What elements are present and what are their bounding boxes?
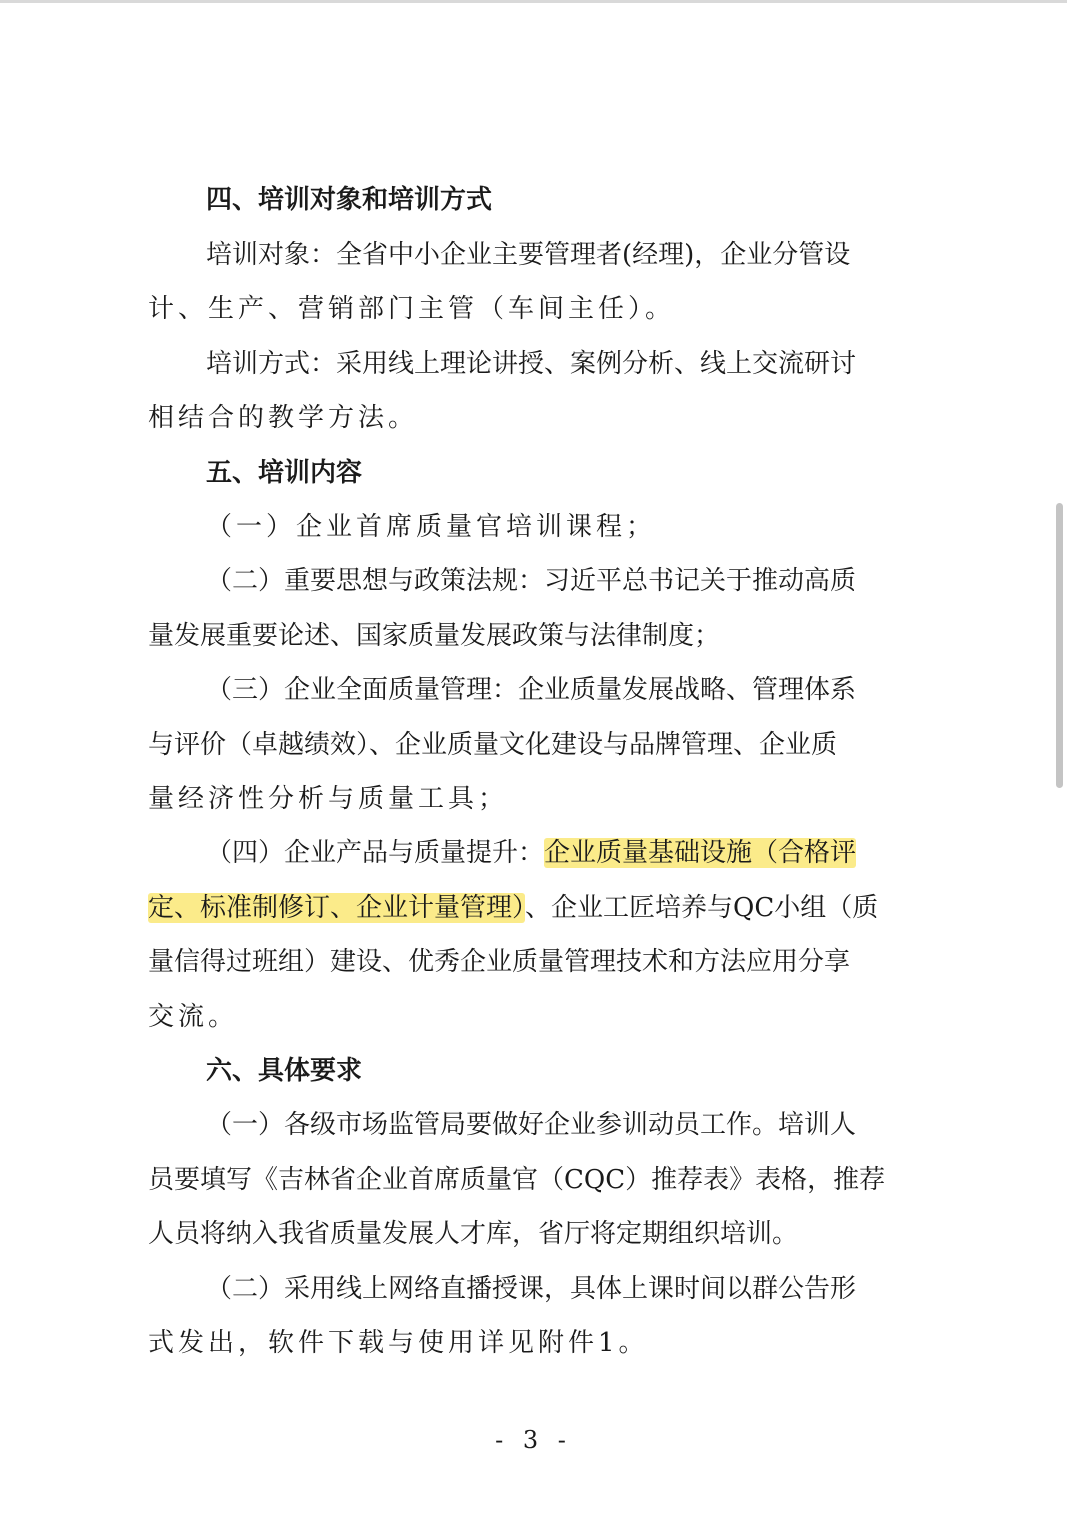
content-item3-line3: 量经济性分析与质量工具；: [148, 784, 509, 814]
section4-heading: 四、培训对象和培训方式: [206, 185, 493, 215]
requirement2-line1: （二）采用线上网络直播授课，具体上课时间以群公告形: [206, 1274, 857, 1304]
training-target-line2: 计、生产、营销部门主管（车间主任）。: [148, 294, 676, 324]
highlighted-text-1: 企业质量基础设施（合格评: [544, 838, 857, 868]
section5-heading: 五、培训内容: [206, 458, 363, 488]
requirement1-line3: 人员将纳入我省质量发展人才库，省厅将定期组织培训。: [148, 1219, 799, 1249]
content-item4-line2: [148, 881, 938, 935]
scrollbar-thumb[interactable]: [1056, 503, 1063, 788]
content-item4-prefix: （四）企业产品与质量提升：: [206, 838, 545, 868]
page-number: - 3 -: [495, 1426, 572, 1454]
training-method-line2: 相结合的教学方法。: [148, 403, 419, 433]
training-method-line1: 培训方式：采用线上理论讲授、案例分析、线上交流研讨: [206, 349, 857, 379]
training-target-line1: 培训对象：全省中小企业主要管理者(经理)，企业分管设: [206, 240, 851, 270]
content-item4-line1: [206, 826, 938, 880]
section6-heading: 六、具体要求: [206, 1056, 363, 1086]
content-item4-line3: 量信得过班组）建设、优秀企业质量管理技术和方法应用分享: [148, 947, 851, 977]
content-item2-line1: （二）重要思想与政策法规：习近平总书记关于推动高质: [206, 566, 857, 596]
content-item1: （一）企业首席质量官培训课程；: [206, 512, 657, 542]
content-item4-suffix: 、企业工匠培养与QC小组（质: [525, 893, 879, 923]
content-item4-line4: 交流。: [148, 1002, 239, 1032]
content-item2-line2: 量发展重要论述、国家质量发展政策与法律制度；: [148, 621, 721, 651]
requirement1-line2: 员要填写《吉林省企业首席质量官（CQC）推荐表》表格，推荐: [148, 1165, 886, 1195]
content-item3-line1: （三）企业全面质量管理：企业质量发展战略、管理体系: [206, 675, 857, 705]
content-item3-line2: 与评价（卓越绩效）、企业质量文化建设与品牌管理、企业质: [148, 730, 838, 760]
highlighted-text-2: 定、标准制修订、企业计量管理）: [148, 893, 526, 923]
requirement1-line1: （一）各级市场监管局要做好企业参训动员工作。培训人: [206, 1110, 857, 1140]
requirement2-line2: 式发出，软件下载与使用详见附件1。: [148, 1328, 649, 1358]
